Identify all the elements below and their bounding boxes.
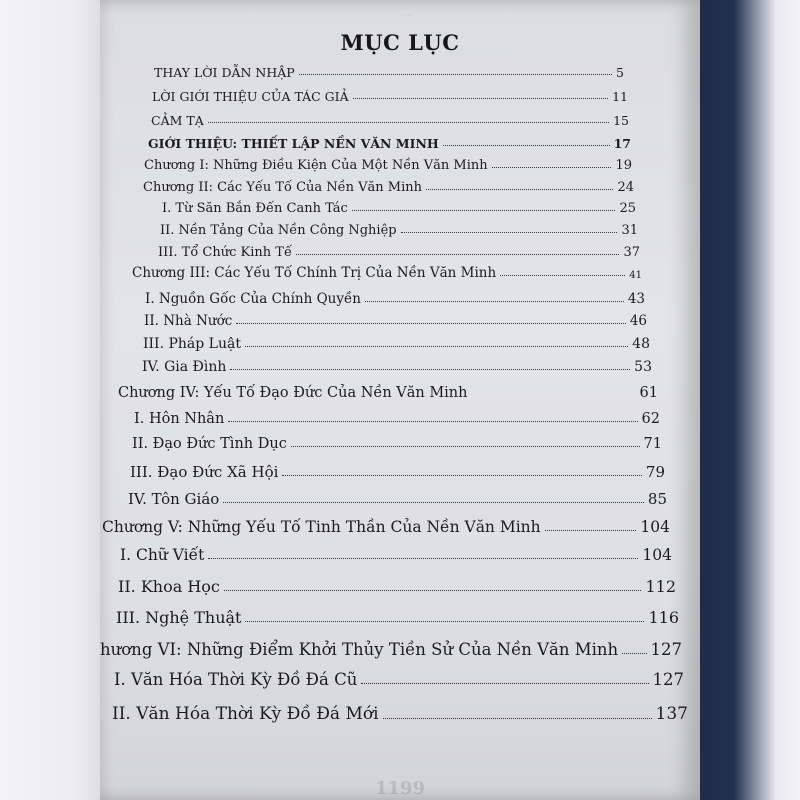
- leader-dots: [426, 189, 613, 190]
- toc-entry: [128, 490, 667, 508]
- toc-entry: [132, 265, 642, 281]
- leader-dots: [365, 301, 624, 302]
- toc-entry: [116, 608, 679, 627]
- toc-entry-label: II. Văn Hóa Thời Kỳ Đồ Đá Mới: [112, 704, 379, 724]
- toc-entry: [152, 89, 628, 104]
- leader-dots: [208, 122, 609, 123]
- toc-entry-label: THAY LỜI DẪN NHẬP: [154, 65, 295, 80]
- page-title: MỤC LỤC: [340, 30, 460, 55]
- toc-entry: [144, 158, 632, 173]
- toc-entry-label: III. Đạo Đức Xã Hội: [130, 463, 279, 481]
- toc-entry: [130, 463, 665, 481]
- toc-entry-label: II. Nhà Nước: [144, 313, 233, 329]
- toc-entry-label: hương VI: Những Điểm Khởi Thủy Tiền Sử Của Nền Văn Minh: [100, 640, 619, 659]
- leader-dots: [500, 275, 625, 276]
- toc-entry-label: III. Nghệ Thuật: [116, 608, 242, 627]
- toc-entry: [114, 670, 684, 689]
- toc-entry-label: II. Nền Tảng Của Nền Công Nghiệp: [160, 223, 397, 238]
- toc-entry-page: 85: [647, 490, 667, 508]
- book-cover-edge: [690, 0, 800, 800]
- toc-entry: [120, 546, 672, 564]
- toc-entry: [132, 436, 662, 452]
- leader-dots: [492, 167, 612, 168]
- toc-entry: [143, 336, 650, 352]
- toc-entry-page: 43: [627, 291, 645, 307]
- toc-entry-page: 31: [621, 223, 638, 238]
- leader-dots: [296, 254, 620, 255]
- toc-entry-page: 61: [639, 385, 658, 401]
- leader-dots: [224, 590, 642, 591]
- leader-dots: [401, 232, 618, 233]
- toc-entry-page: 48: [632, 336, 650, 352]
- toc-entry: [102, 518, 670, 536]
- toc-entry-label: GIỚI THIỆU: THIẾT LẬP NỀN VĂN MINH: [148, 136, 439, 151]
- toc-entry-label: I. Nguồn Gốc Của Chính Quyền: [145, 291, 361, 307]
- toc-entry-page: 25: [619, 201, 636, 216]
- toc-entry-page: 53: [634, 359, 652, 375]
- leader-dots: [223, 502, 644, 503]
- toc-entry-page: 17: [613, 136, 631, 151]
- toc-entry-label: CẢM TẠ: [151, 113, 204, 128]
- toc-entry-label: III. Tổ Chức Kinh Tế: [158, 245, 292, 260]
- toc-entry-label: IV. Gia Đình: [142, 359, 227, 375]
- toc-entry: [145, 291, 645, 307]
- leader-dots: [361, 683, 648, 684]
- leader-dots: [245, 346, 628, 347]
- leader-dots: [291, 446, 640, 447]
- toc-entry-label: LỜI GIỚI THIỆU CỦA TÁC GIẢ: [152, 89, 349, 104]
- toc-entry-page: 104: [640, 518, 670, 536]
- toc-entry: [154, 65, 624, 80]
- leader-dots: [545, 530, 637, 531]
- toc-entry: [100, 640, 682, 659]
- leader-dots: [443, 145, 610, 146]
- toc-entry-page: 62: [641, 411, 660, 427]
- toc-entry-label: II. Đạo Đức Tình Dục: [132, 436, 287, 452]
- toc-entry: [158, 245, 640, 260]
- toc-entry-label: III. Pháp Luật: [143, 336, 241, 352]
- toc-entry-page: 71: [643, 436, 662, 452]
- toc-entry-label: Chương II: Các Yếu Tố Của Nền Văn Minh: [143, 180, 423, 195]
- toc-entry-page: 37: [623, 245, 640, 260]
- toc-entry: [151, 113, 629, 128]
- toc-entry: [134, 411, 660, 427]
- leader-dots: [236, 323, 626, 324]
- leader-dots: [208, 558, 638, 559]
- toc-entry-page: 116: [648, 608, 679, 627]
- leader-dots: [353, 98, 608, 99]
- toc-entry-label: I. Hôn Nhân: [134, 411, 225, 427]
- toc-entry-label: I. Chữ Viết: [120, 546, 205, 564]
- toc-entry-page: 137: [655, 704, 688, 724]
- toc-entry: [162, 201, 636, 216]
- toc-entry: [144, 313, 647, 329]
- toc-entry-page: 79: [645, 463, 665, 481]
- toc-entry-label: Chương V: Những Yếu Tố Tinh Thần Của Nền Văn Minh: [102, 518, 541, 536]
- toc-entry-label: I. Từ Săn Bắn Đến Canh Tác: [162, 201, 348, 216]
- leader-dots: [282, 475, 642, 476]
- leader-dots: [228, 421, 637, 422]
- toc-entry-label: Chương IV: Yếu Tố Đạo Đức Của Nền Văn Minh: [118, 385, 468, 401]
- book-page: … MỤC LỤC THAY LỜI DẪN NHẬP 5 LỜI GIỚI THIỆU CỦA TÁC GIẢ 11 CẢM TẠ 15 GIỚI THIỆU: THIẾT LẬP NỀN VĂN MINH 17 Chương I: Những Điều Kiện Của Một Nền Văn Minh 19 Chương II: Các Yếu Tố Của Nền Văn Minh 24 I. Từ Săn Bắn Đến Canh Tác 25 II. Nền Tảng Của Nền Công Nghiệp 31 III. Tổ Chức Kinh Tế 37 Chương III: Các Yếu Tố Chính Trị Của Nền Văn Minh 41 I. Nguồn Gốc Của Chính Quyền 43 II. Nhà Nước 46 III. Pháp Luật 48 IV. Gia Đình 53 Chương IV: Yếu Tố Đạo Đức Của Nền Văn Minh 61 I. Hôn Nhân 62 II. Đạo Đức Tình Dục 71 III. Đạo Đức Xã Hội 79 IV. Tôn Giáo 85 Chương V: Những Yếu Tố Tinh Thần Của Nền Văn Minh 104 I. Chữ Viết 104 II. Khoa Học 112 III. Nghệ Thuật 116 hương VI: Những Điểm Khởi Thủy Tiền Sử Của Nền Văn Minh 127 I. Văn Hóa Thời Kỳ Đồ Đá Cũ 127 II. Văn Hóa Thời Kỳ Đồ Đá Mới 137 1199: [100, 0, 700, 800]
- toc-entry: [118, 385, 658, 401]
- toc-entry: [112, 704, 688, 724]
- leader-dots: [299, 74, 612, 75]
- toc-entry-page: 41: [629, 270, 642, 281]
- page-number: 1199: [374, 778, 426, 799]
- toc-entry-page: 46: [629, 313, 647, 329]
- leader-dots: [383, 718, 652, 719]
- toc-entry: [160, 223, 638, 238]
- toc-entry-label: Chương I: Những Điều Kiện Của Một Nền Văn Minh: [144, 158, 488, 173]
- leader-dots: [230, 369, 630, 370]
- toc-entry-label: IV. Tôn Giáo: [128, 490, 220, 508]
- toc-entry: [143, 180, 634, 195]
- toc-entry-label: Chương III: Các Yếu Tố Chính Trị Của Nền Văn Minh: [132, 265, 497, 281]
- toc-entry-page: 127: [650, 640, 682, 659]
- toc-entry-label: I. Văn Hóa Thời Kỳ Đồ Đá Cũ: [114, 670, 358, 689]
- leader-dots: [352, 210, 616, 211]
- toc-entry-page: 127: [652, 670, 684, 689]
- toc-entry-label: II. Khoa Học: [118, 577, 220, 596]
- leader-dots: [245, 621, 644, 622]
- toc-entry: [142, 359, 652, 375]
- toc-entry-page: 24: [617, 180, 634, 195]
- leader-dots: [472, 395, 636, 396]
- toc-entry-page: 5: [616, 65, 624, 80]
- toc-entry-page: 15: [613, 113, 629, 128]
- leader-dots: [622, 653, 646, 654]
- toc-entry-page: 11: [612, 89, 628, 104]
- toc-entry: [148, 136, 631, 151]
- background-left: [0, 0, 110, 800]
- toc-entry-page: 104: [642, 546, 672, 564]
- toc-entry-page: 19: [615, 158, 632, 173]
- toc-entry: [118, 577, 676, 596]
- toc-entry-page: 112: [645, 577, 676, 596]
